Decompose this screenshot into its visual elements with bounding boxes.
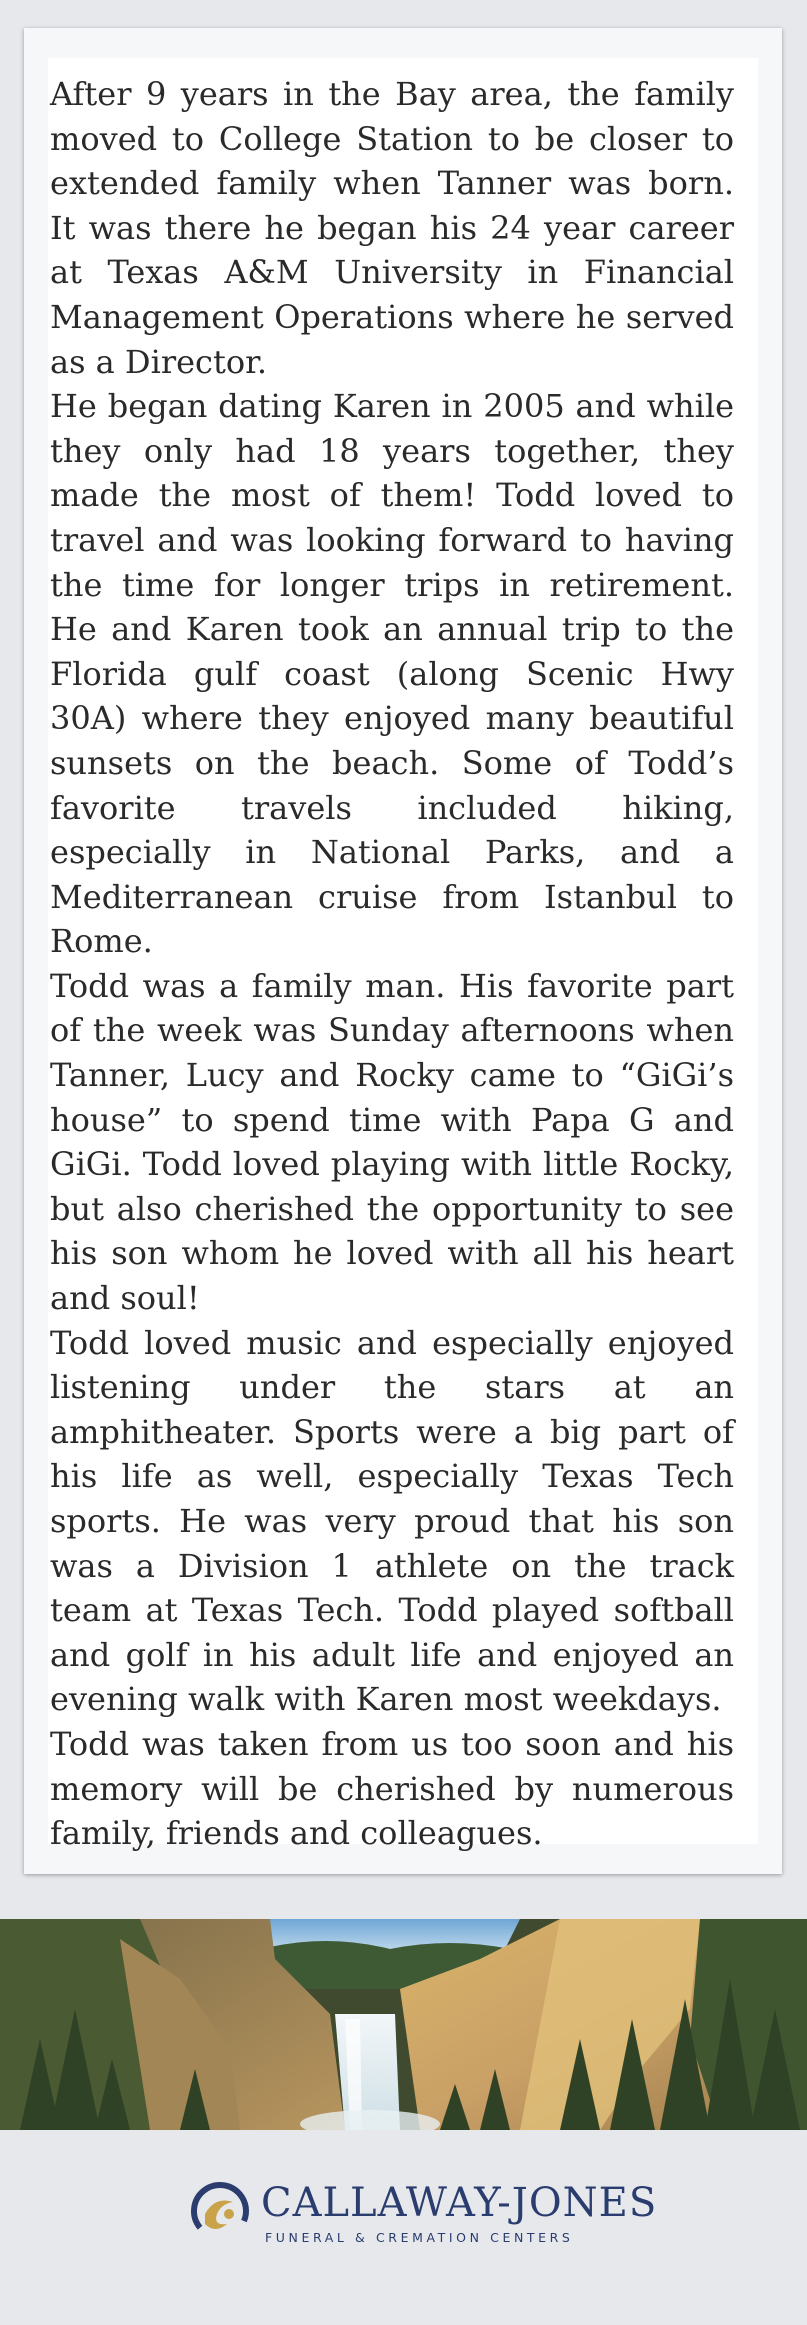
obituary-paragraph: Todd was taken from us too soon and his memory will be cherished by numerous family, friends and colleagues.	[50, 1724, 734, 1853]
brand-name: CALLAWAY-JONES	[261, 2180, 658, 2226]
obituary-paragraph: Todd was a family man. His favorite part of the week was Sunday afternoons when Tanner, Lucy and Rocky came to “GiGi’s house” to spend time with Papa G and GiGi. Todd loved playing with little Rocky, but also cherished the opportunity to see his son whom he loved with all his heart and soul!	[50, 966, 734, 1318]
waterfall-canyon-photo	[0, 1919, 807, 2130]
brand-tagline: FUNERAL & CREMATION CENTERS	[265, 2230, 574, 2245]
footer	[0, 2130, 807, 2325]
callaway-jones-logo	[187, 2178, 658, 2268]
obituary-paragraph: He began dating Karen in 2005 and while they only had 18 years together, they made the most of them! Todd loved to travel and was looking forward to having the time for longer trips in retirement. He and Karen took an annual trip to the Florida gulf coast (along Scenic Hwy 30A) where they enjoyed many beautiful sunsets on the beach. Some of Todd’s favorite travels included hiking, especially in National Parks, and a Mediterranean cruise from Istanbul to Rome.	[50, 387, 734, 961]
obituary-paragraph: After 9 years in the Bay area, the family moved to College Station to be closer to extended family when Tanner was born. It was there he began his 24 year career at Texas A&M University in Financial Management Operations where he served as a Director.	[50, 75, 734, 381]
obituary-text	[50, 72, 734, 1856]
callaway-jones-emblem-icon	[187, 2178, 253, 2244]
obituary-paragraph: Todd loved music and especially enjoyed listening under the stars at an amphitheater. Sports were a big part of his life as well, especially Texas Tech sports. He was very proud that his son was a Division 1 athlete on the track team at Texas Tech. Todd played softball and golf in his adult life and enjoyed an evening walk with Karen most weekdays.	[50, 1323, 734, 1719]
landscape-image	[0, 1919, 807, 2130]
